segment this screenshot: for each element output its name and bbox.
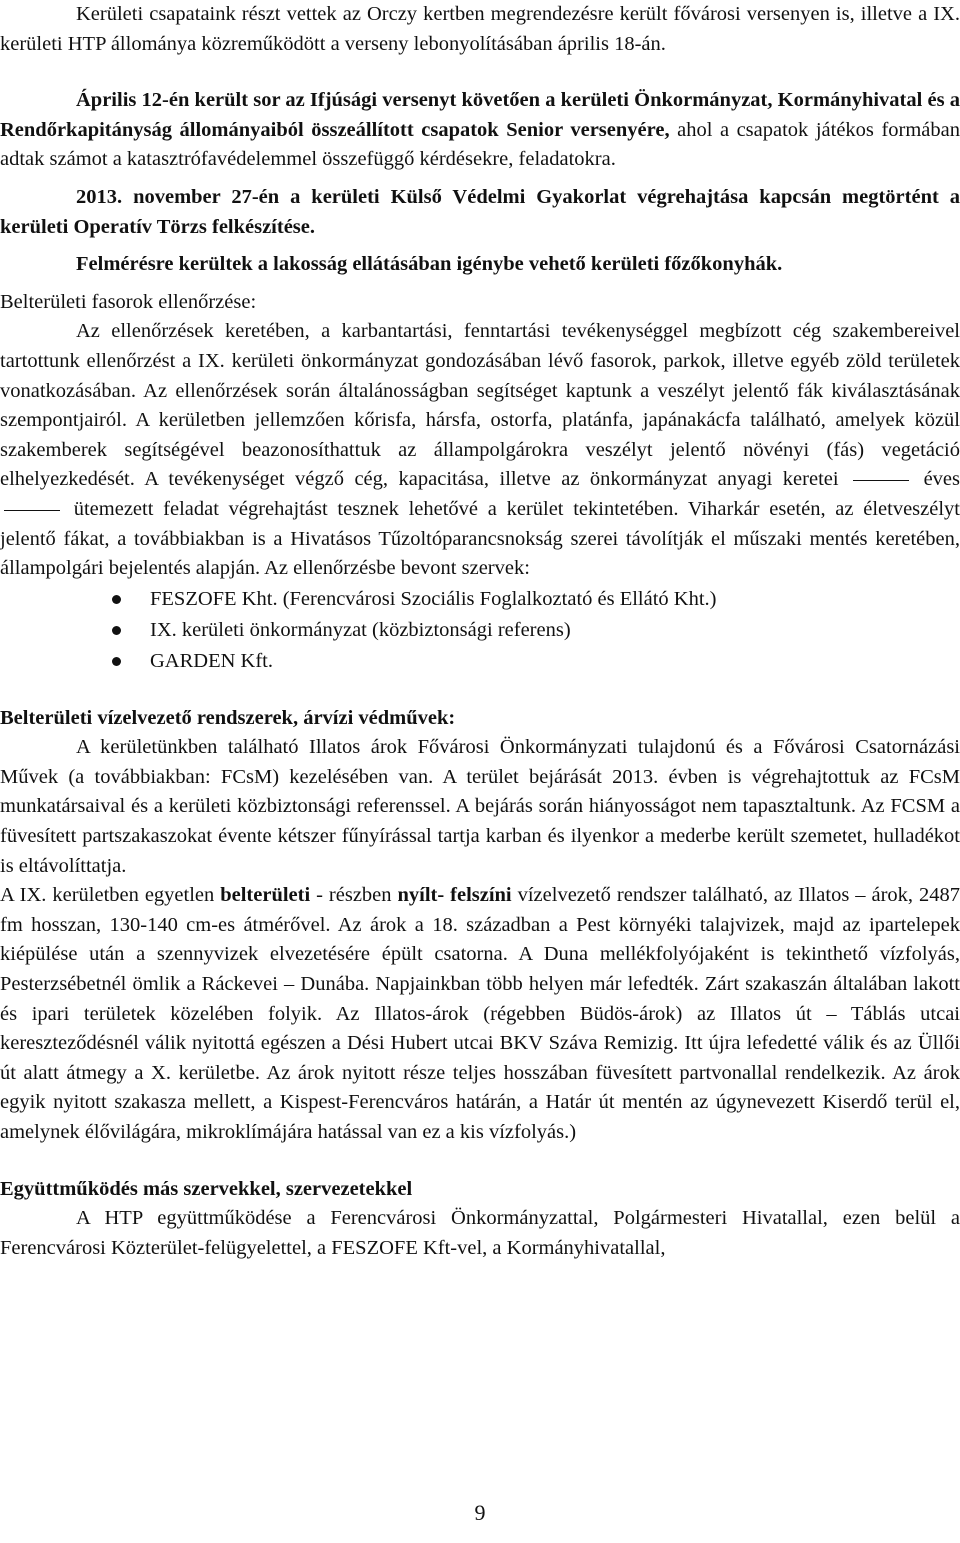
list-item [0, 615, 960, 646]
list-item-text: GARDEN Kft. [150, 649, 273, 672]
fasorok-text-c: ütemezett feladat végrehajtást tesznek lehetővé a kerület tekintetében. Viharkár esetén, az életveszélyt jelentő fákat, a továbbiakban is a Hivatásos Tűzoltóparancsnokság szerei távolítják el műszaki mentés keretében, állampolgári bejelentés alapján. Az ellenőrzésbe bevont szervek: [0, 497, 960, 580]
paragraph-illatos-arok: A kerületünkben található Illatos árok Fővárosi Önkormányzati tulajdonú és a Fővárosi Csatornázási Művek (a továbbiakban: FCsM) kezelésében van. A terület bejárását 2013. évben is végrehajtottuk az FCsM munkatársaival és a kerületi közbiztonsági referenssel. A bejárás során hiányosságot nem tapasztaltunk. Az FCSM a füvesített partszakaszokat évente kétszer fűnyírással tartja karban és ilyenkor a mederbe került szemetet, hulladékot is eltávolíttatja. [0, 736, 960, 877]
bullet-icon [112, 595, 121, 604]
list-item [0, 646, 960, 677]
list-item [0, 584, 960, 615]
illatos-text-a: A IX. kerületben egyetlen [0, 884, 221, 907]
fozokonyhak-bold-text: Felmérésre kerültek a lakosság ellátásában igénybe vehető kerületi főzőkonyhák. [76, 253, 783, 276]
list-item-text: IX. kerületi önkormányzat (közbiztonsági referens) [150, 618, 571, 641]
paragraph-fozokonyhak [0, 250, 960, 280]
heading-fasorok: Belterületi fasorok ellenőrzése: [0, 290, 257, 313]
heading-egyuttmukodes [0, 1175, 960, 1205]
bullet-icon [112, 657, 121, 666]
bullet-icon [112, 626, 121, 635]
paragraph-fasorok [0, 317, 960, 583]
fasorok-text-b: éves [923, 468, 960, 491]
illatos-text-c: - részben [310, 884, 398, 907]
senior-verseny-bold-text: Április 12-én került sor az Ifjúsági versenyt követően a kerületi Önkormányzat, Kormányhivatal és a Rendőrkapitányság állományaiból összeállított csapatok Senior versenyére, [0, 89, 960, 141]
bevont-szervek-list [0, 584, 960, 677]
em-dash-line [4, 510, 60, 511]
list-item-text: FESZOFE Kht. (Ferencvárosi Szociális Foglalkoztató és Ellátó Kht.) [150, 587, 717, 610]
heading-vizelvezeto [0, 704, 960, 734]
operativ-torzs-bold-text: 2013. november 27-én a kerületi Külső Védelmi Gyakorlat végrehajtása kapcsán megtörtént a kerületi Operatív Törzs felkészítése. [0, 185, 960, 238]
senior-verseny-text: ahol a csapatok játékos formában adtak számot a katasztrófavédelemmel összefüggő kérdésekre, feladatokra. [0, 118, 960, 171]
paragraph-operativ-torzs [0, 183, 960, 242]
belteruleti-bold-text: belterületi [220, 884, 311, 907]
fasorok-text-a: Az ellenőrzések keretében, a karbantartási, fenntartási tevékenységgel megbízott cég szakembereivel tartottunk ellenőrzést a IX. kerületi önkormányzat gondozásában lévő fasorok, parkok, illetve egyéb zöld területek vonatkozásában. Az ellenőrzések során általánosságban segítséget kaptunk a veszélyt jelentő fák kiválasztásának szempontjairól. A kerületben jellemzően kőrisfa, hársfa, ostorfa, platánfa, japánakácfa található, amelyek közül szakemberek segítségével beazonosíthattuk az állampolgárokra veszélyt jelentő növényi (fás) vegetáció elhelyezkedését. A tevékenységet végző cég, kapacitása, illetve az önkormányzat anyagi keretei [0, 320, 960, 491]
paragraph-orczy-kert: Kerületi csapataink részt vettek az Orczy kertben megrendezésre került fővárosi versenyen is, illetve a IX. kerületi HTP állománya közreműködött a verseny lebonyolításában április 18-án. [0, 3, 960, 55]
page-number: 9 [474, 1500, 486, 1525]
em-dash-line [853, 480, 909, 481]
paragraph-egyuttmukodes: A HTP együttműködése a Ferencvárosi Önkormányzattal, Polgármesteri Hivatallal, ezen belül a Ferencvárosi Közterület-felügyelettel, a FESZOFE Kft-vel, a Kormányhivatallal, [0, 1207, 960, 1259]
vizelvezeto-heading-text: Belterületi vízelvezető rendszerek, árvízi védművek: [0, 706, 456, 729]
nyilt-felszini-bold-text: nyílt- felszíni [397, 884, 512, 907]
egyuttmukodes-heading-text: Együttműködés más szervekkel, szervezetekkel [0, 1177, 413, 1200]
paragraph-senior-verseny [0, 86, 960, 175]
illatos-text-e: vízelvezető rendszer található, az Illatos – árok, 2487 fm hosszan, 130-140 cm-es átmérővel. Az árok a 18. században a Pest környéki talajvizek, majd az ipartelepek kiépülése után a szennyvizek elvezetésére épült csatorna. A Duna mellékfolyójaként is tekinthető vízfolyás, Pesterzsébetnél ömlik a Ráckevei – Dunába. Napjainkban több helyen már lefedték. Zárt szakaszán általában lakott és ipari területek közelében folyik. Az Illatos-árok (régebben Büdös-árok) az Illatos út – Táblás utcai kereszteződésnél válik nyitottá egészen a Dési Hubert utcai BKV Száva Remizig. Itt újra lefedetté válik és az Üllői út alatt átmegy a X. kerületbe. Az árok nyitott része teljes hosszában füvesített partvonallal rendelkezik. Az árok egyik nyitott szakasza mellett, a Kispest-Ferencváros határán, a Határ út mentén az úgynevezett Kiserdő terül el, amelynek élővilágára, mikroklímájára hatással van ez a kis vízfolyás.) [0, 884, 960, 1143]
paragraph-illatos-arok-leiras [0, 881, 960, 1147]
